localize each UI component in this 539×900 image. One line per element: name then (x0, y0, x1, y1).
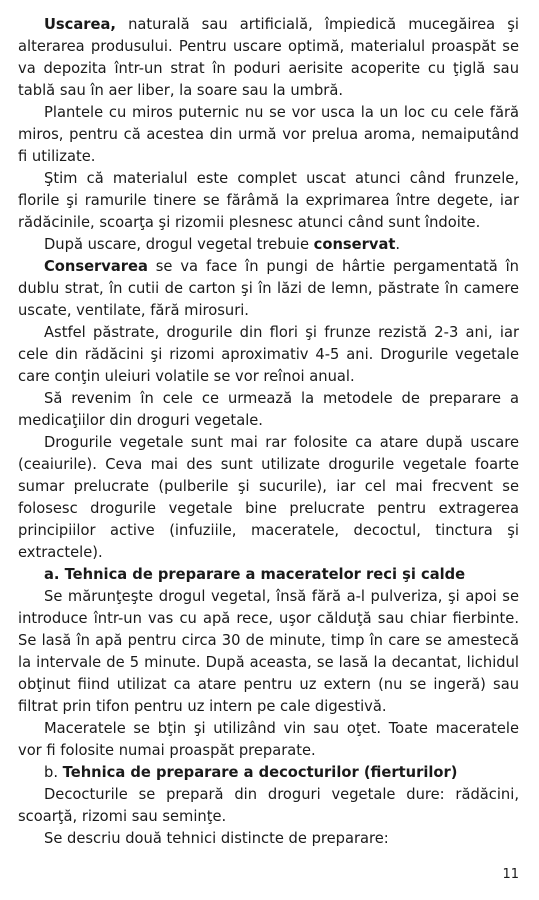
paragraph-dry-check: Ştim că materialul este complet uscat atunci când frunzele, florile şi ramurile tinere se fărâmă la exprimarea între degete, iar rădăcinile, scoarţa şi rizomii plesnesc atunci când sunt îndoite. (18, 170, 519, 231)
page-number: 11 (502, 867, 519, 882)
paragraph-strong-smell: Plantele cu miros puternic nu se vor usca la un loc cu cele fără miros, pentru că acestea din urmă vor prelua aroma, nemaiputând fi utilizate. (18, 104, 519, 165)
paragraph-methods-intro: Să revenim în cele ce urmează la metodele de preparare a medicaţiilor din droguri vegetale. (18, 390, 519, 429)
section-b-label: b. (44, 764, 58, 781)
paragraph-conservation-text: se va face în pungi de hârtie pergamentată în dublu strat, în cutii de carton şi în lăzi de lemn, păstrate în camere uscate, ventilate, fără mirosuri. (18, 258, 519, 319)
section-b-paragraph-1: Decocturile se prepară din droguri vegetale dure: rădăcini, scoarţă, rizomi sau seminţe. (18, 786, 519, 825)
paragraph-drying (18, 14, 519, 102)
term-conservation: Conservarea (44, 258, 148, 275)
after-drying-text: După uscare, drogul vegetal trebuie (44, 236, 314, 253)
after-drying-end: . (395, 236, 401, 253)
paragraph-conservation (18, 256, 519, 322)
section-b-paragraph-2: Se descriu două tehnici distincte de preparare: (44, 830, 389, 847)
paragraph-after-drying (18, 234, 519, 256)
section-a-heading: a. Tehnica de preparare a maceratelor reci şi calde (44, 566, 466, 583)
paragraph-shelf-life: Astfel păstrate, drogurile din flori şi frunze rezistă 2-3 ani, iar cele din rădăcini şi rizomi aproximativ 4-5 ani. Drogurile vegetale care conţin uleiuri volatile se vor reînoi anual. (18, 324, 519, 385)
section-a-paragraph-1: Se mărunţeşte drogul vegetal, însă fără a-l pulveriza, şi apoi se introduce într-un vas cu apă rece, uşor călduţă sau chiar fierbinte. Se lasă în apă pentru circa 30 de minute, timp în care se amestecă la intervale de 5 minute. După aceasta, se lasă la decantat, lichidul obţinut fiind utilizat ca atare pentru uz extern (nu se ingeră) sau filtrat prin tifon pentru uz intern pe cale digestivă. (18, 588, 519, 715)
section-a-paragraph-2: Maceratele se bţin şi utilizând vin sau oţet. Toate maceratele vor fi folosite numai proaspăt preparate. (18, 720, 519, 759)
section-b-heading (18, 762, 519, 784)
term-conserved: conservat (313, 236, 396, 253)
term-drying: Uscarea, (44, 16, 116, 33)
paragraph-drying-text: naturală sau artificială, împiedică mucegăirea şi alterarea produsului. Pentru uscare optimă, materialul proaspăt se va depozita într-un strat în poduri aerisite acoperite cu ţiglă sau tablă sau în aer liber, la soare sau la umbră. (18, 16, 519, 99)
paragraph-usage: Drogurile vegetale sunt mai rar folosite ca atare după uscare (ceaiurile). Ceva mai des sunt utilizate drogurile vegetale foarte sumar prelucrate (pulberile şi sucurile), iar cel mai frecvent se folosesc drogurile vegetale bine prelucrate pentru extragerea principiilor active (infuziile, maceratele, decoctul, tinctura şi extractele). (18, 434, 519, 561)
section-b-title: Tehnica de preparare a decocturilor (fierturilor) (62, 764, 458, 781)
